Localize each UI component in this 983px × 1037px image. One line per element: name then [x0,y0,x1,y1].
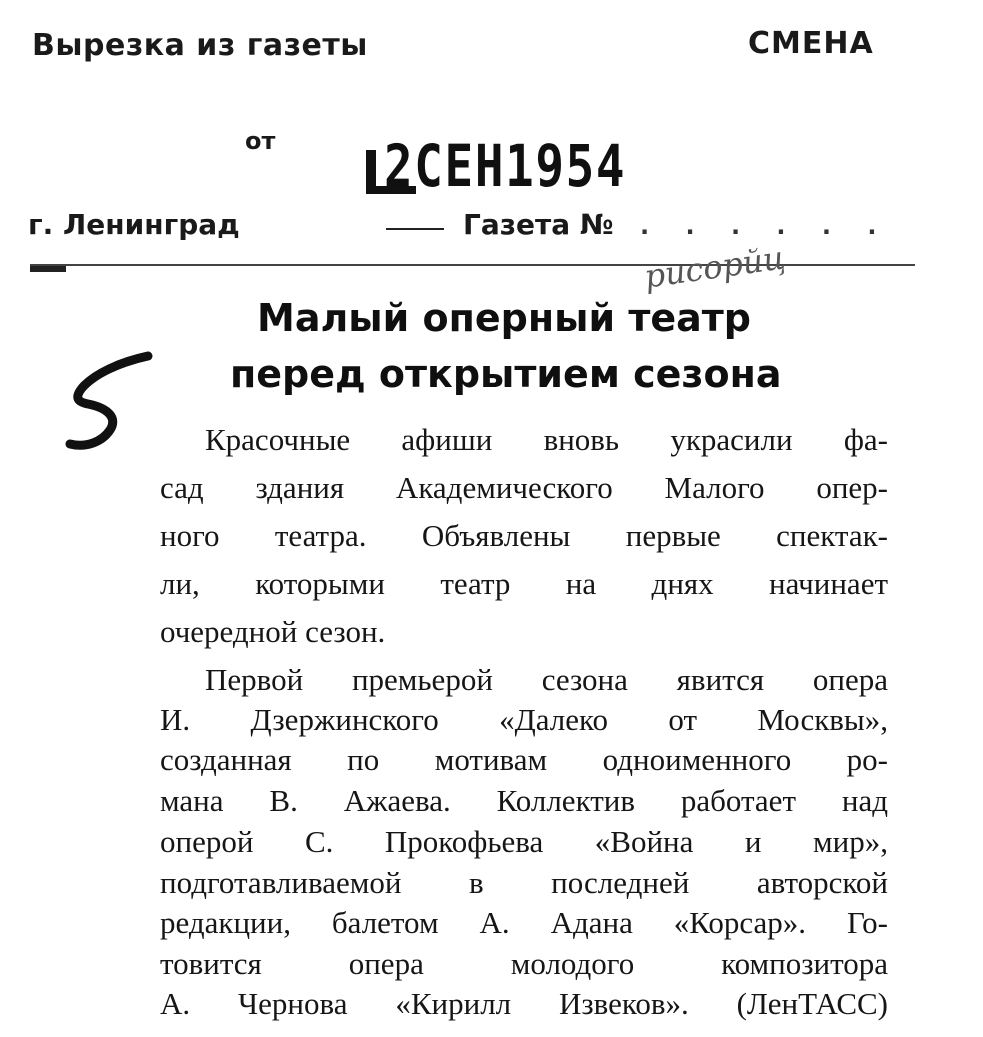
article-line: ли, которыми театр на днях начинает [160,566,888,601]
article-line: сад здания Академического Малого опер- [160,470,888,505]
article-line: оперой С. Прокофьева «Война и мир», [160,824,888,859]
handwritten-number-mark [60,348,160,468]
handwritten-note: рисорйц [642,238,788,296]
date-prefix: от [245,127,276,155]
header-rule-mark [30,266,66,272]
article-line: очередной сезон. [160,614,386,649]
article-line: И. Дзержинского «Далеко от Москвы», [160,702,888,737]
article-line: Первой премьерой сезона явится опера [205,662,888,697]
gazeta-number-dots: . . . . . . [640,212,891,240]
article-line: созданная по мотивам одноименного ро- [160,742,888,777]
date-stamp: 2СЕН1954 [384,132,627,200]
article-line: подготавливаемой в последней авторской [160,865,888,900]
gazeta-number-label: Газета № [463,208,614,241]
article-line: А. Чернова «Кирилл Извеков». (ЛенТАСС) [160,986,888,1021]
article-title-line2: перед открытием сезона [230,352,782,396]
divider-dash [386,228,444,230]
article-line: ного театра. Объявлены первые спектак- [160,518,888,553]
article-title-line1: Малый оперный театр [257,296,751,340]
article-line: мана В. Ажаева. Коллектив работает над [160,783,888,818]
article-line: товится опера молодого композитора [160,946,888,981]
city-label: г. Ленинград [28,208,240,241]
clipping-label: Вырезка из газеты [32,28,368,63]
newspaper-name: СМЕНА [748,26,874,61]
article-line: Красочные афиши вновь украсили фа- [205,422,888,457]
article-line: редакции, балетом А. Адана «Корсар». Го- [160,905,888,940]
